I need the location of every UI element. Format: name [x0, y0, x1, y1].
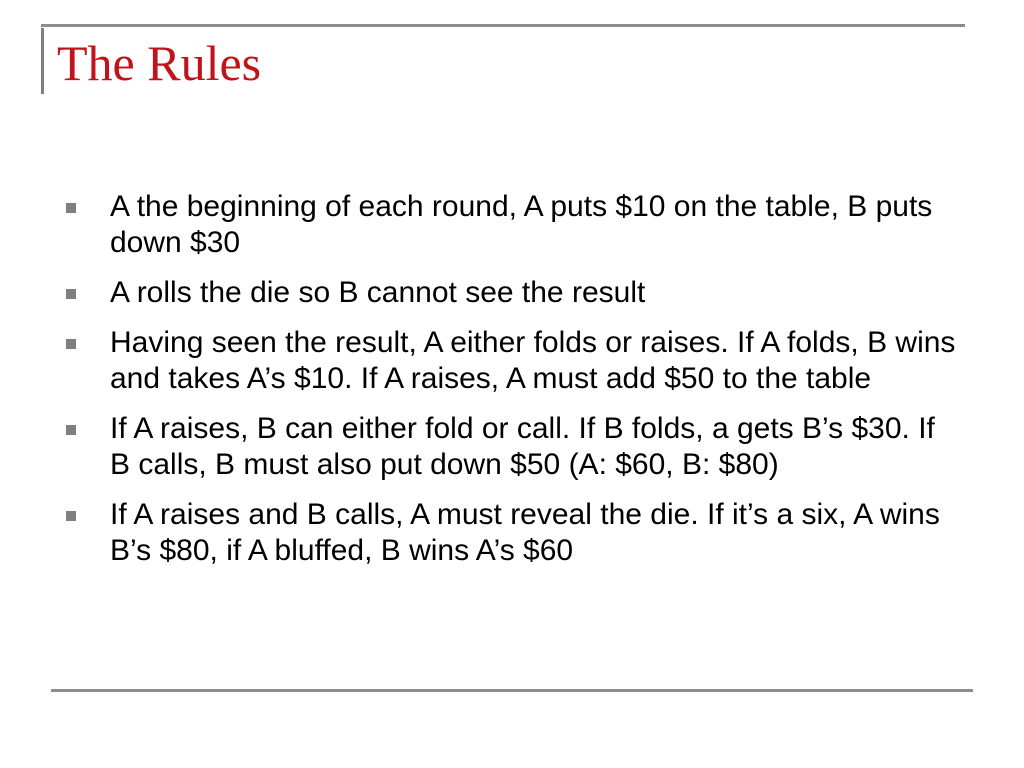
bullet-item [62, 189, 962, 261]
title-side-rule [41, 28, 44, 94]
bullet-item [62, 411, 962, 483]
bullet-text: A the beginning of each round, A puts $10 on the table, B puts down $30 [110, 190, 933, 259]
slide-title: The Rules [57, 35, 262, 91]
square-bullet-icon [66, 425, 76, 435]
bullet-text: If A raises and B calls, A must reveal the die. If it’s a six, A wins B’s $80, if A bluffed, B wins A’s $60 [110, 498, 940, 567]
bullet-list [62, 189, 962, 583]
square-bullet-icon [66, 289, 76, 299]
bullet-item [62, 497, 962, 569]
bullet-item [62, 325, 962, 397]
square-bullet-icon [66, 339, 76, 349]
bullet-text: Having seen the result, A either folds or raises. If A folds, B wins and takes A’s $10. If A raises, A must add $50 to the table [110, 326, 956, 395]
bullet-text: A rolls the die so B cannot see the result [110, 276, 646, 309]
bullet-item [62, 275, 962, 311]
square-bullet-icon [66, 203, 76, 213]
bottom-rule [51, 689, 973, 692]
title-top-rule [41, 24, 965, 27]
bullet-text: If A raises, B can either fold or call. If B folds, a gets B’s $30. If B calls, B must also put down $50 (A: $60, B: $80) [110, 412, 935, 481]
square-bullet-icon [66, 511, 76, 521]
